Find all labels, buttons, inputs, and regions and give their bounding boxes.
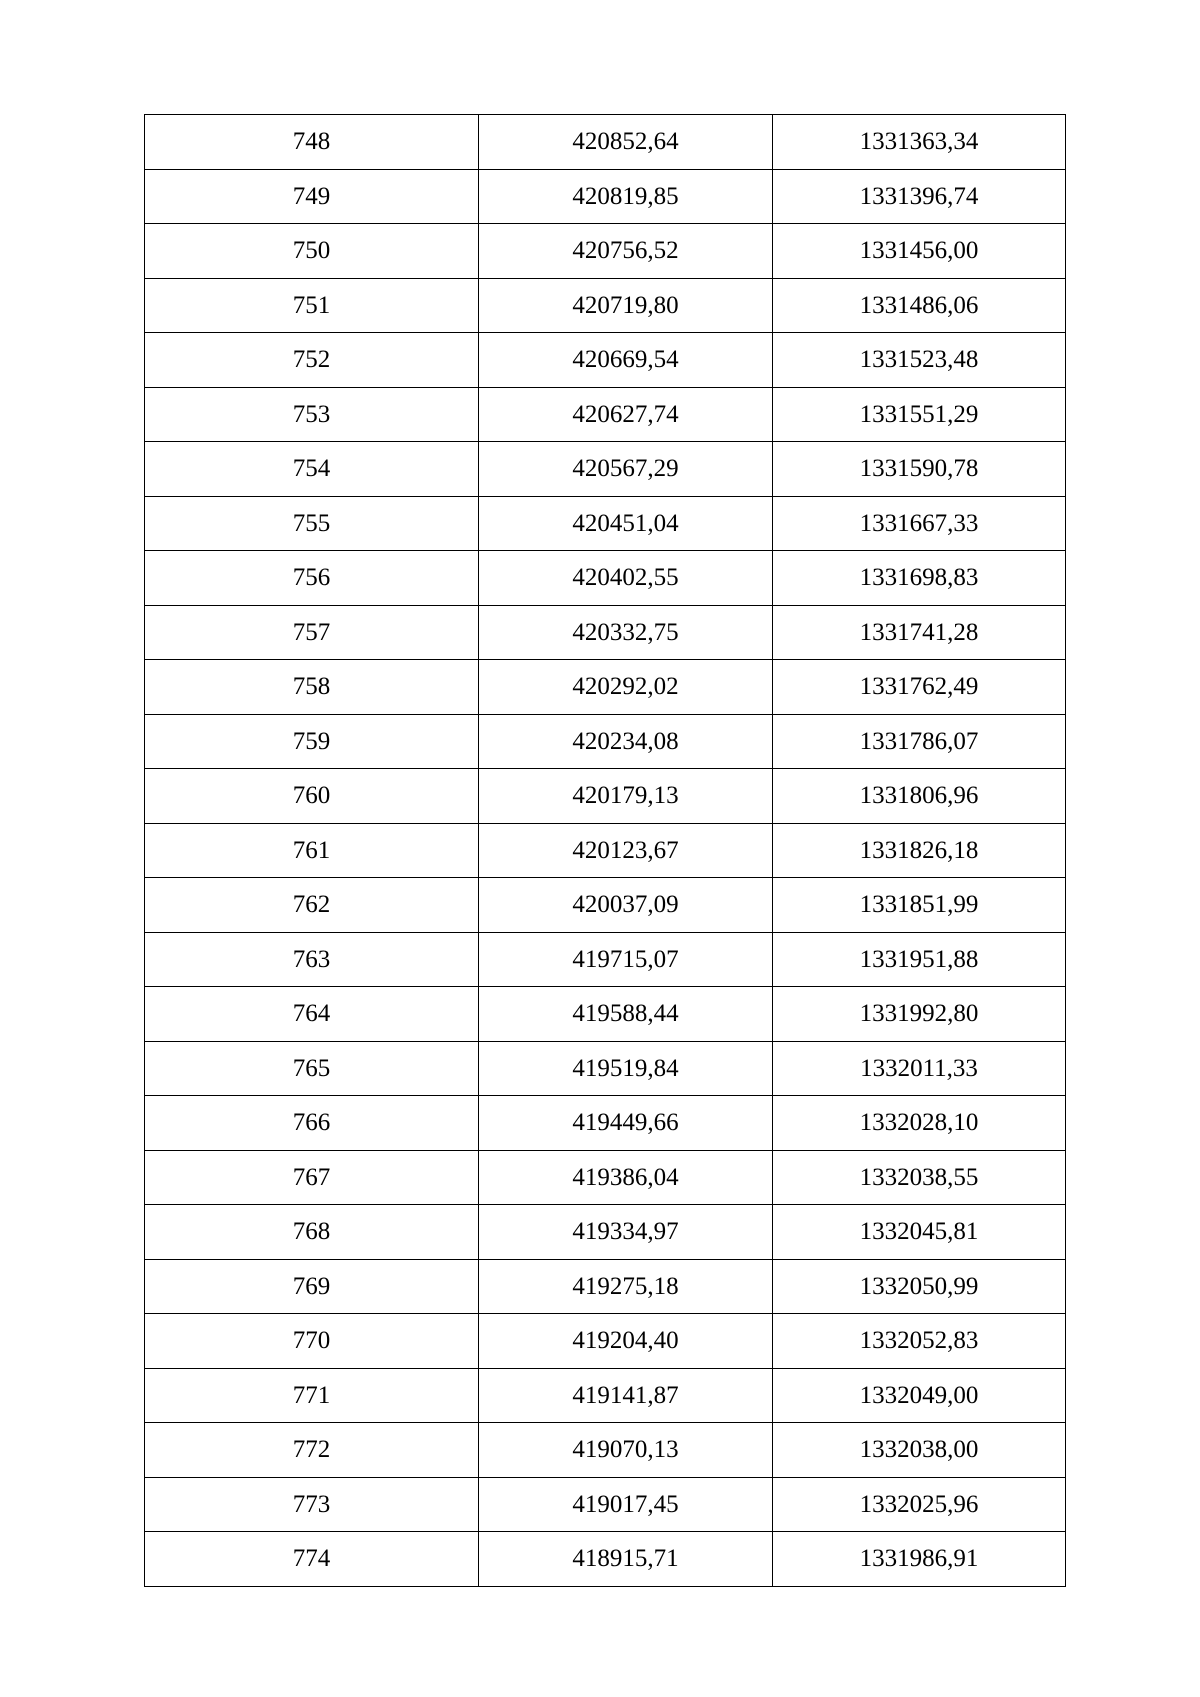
y-coordinate-cell: 1331523,48 (773, 333, 1066, 388)
y-coordinate-cell: 1332011,33 (773, 1041, 1066, 1096)
x-coordinate-cell: 420719,80 (479, 278, 773, 333)
x-coordinate-cell: 420756,52 (479, 224, 773, 279)
table-row (145, 714, 1066, 769)
y-coordinate-cell: 1331698,83 (773, 551, 1066, 606)
y-coordinate-cell: 1332045,81 (773, 1205, 1066, 1260)
point-number-cell: 774 (145, 1532, 479, 1587)
point-number-cell: 759 (145, 714, 479, 769)
y-coordinate-cell: 1332050,99 (773, 1259, 1066, 1314)
y-coordinate-cell: 1331826,18 (773, 823, 1066, 878)
table-row (145, 660, 1066, 715)
x-coordinate-cell: 419141,87 (479, 1368, 773, 1423)
y-coordinate-cell: 1332049,00 (773, 1368, 1066, 1423)
y-coordinate-cell: 1331992,80 (773, 987, 1066, 1042)
point-number-cell: 755 (145, 496, 479, 551)
y-coordinate-cell: 1331741,28 (773, 605, 1066, 660)
table-row (145, 496, 1066, 551)
table-row (145, 442, 1066, 497)
y-coordinate-cell: 1331806,96 (773, 769, 1066, 824)
point-number-cell: 769 (145, 1259, 479, 1314)
y-coordinate-cell: 1331590,78 (773, 442, 1066, 497)
table-row (145, 932, 1066, 987)
x-coordinate-cell: 420567,29 (479, 442, 773, 497)
point-number-cell: 764 (145, 987, 479, 1042)
x-coordinate-cell: 420037,09 (479, 878, 773, 933)
point-number-cell: 765 (145, 1041, 479, 1096)
table-row (145, 987, 1066, 1042)
y-coordinate-cell: 1331363,34 (773, 115, 1066, 170)
x-coordinate-cell: 420292,02 (479, 660, 773, 715)
x-coordinate-cell: 419334,97 (479, 1205, 773, 1260)
y-coordinate-cell: 1331551,29 (773, 387, 1066, 442)
x-coordinate-cell: 420234,08 (479, 714, 773, 769)
x-coordinate-cell: 419715,07 (479, 932, 773, 987)
x-coordinate-cell: 419519,84 (479, 1041, 773, 1096)
x-coordinate-cell: 420852,64 (479, 115, 773, 170)
x-coordinate-cell: 419070,13 (479, 1423, 773, 1478)
x-coordinate-cell: 419588,44 (479, 987, 773, 1042)
point-number-cell: 749 (145, 169, 479, 224)
table-row (145, 1368, 1066, 1423)
table-row (145, 1041, 1066, 1096)
table-row (145, 1477, 1066, 1532)
point-number-cell: 760 (145, 769, 479, 824)
y-coordinate-cell: 1331667,33 (773, 496, 1066, 551)
point-number-cell: 748 (145, 115, 479, 170)
point-number-cell: 751 (145, 278, 479, 333)
table-row (145, 769, 1066, 824)
x-coordinate-cell: 420402,55 (479, 551, 773, 606)
x-coordinate-cell: 419017,45 (479, 1477, 773, 1532)
point-number-cell: 767 (145, 1150, 479, 1205)
y-coordinate-cell: 1331762,49 (773, 660, 1066, 715)
table-row (145, 1096, 1066, 1151)
point-number-cell: 766 (145, 1096, 479, 1151)
point-number-cell: 757 (145, 605, 479, 660)
y-coordinate-cell: 1332038,00 (773, 1423, 1066, 1478)
table-row (145, 1423, 1066, 1478)
x-coordinate-cell: 419386,04 (479, 1150, 773, 1205)
x-coordinate-cell: 420669,54 (479, 333, 773, 388)
x-coordinate-cell: 420819,85 (479, 169, 773, 224)
x-coordinate-cell: 419204,40 (479, 1314, 773, 1369)
point-number-cell: 772 (145, 1423, 479, 1478)
point-number-cell: 771 (145, 1368, 479, 1423)
table-row (145, 224, 1066, 279)
table-row (145, 1150, 1066, 1205)
point-number-cell: 752 (145, 333, 479, 388)
x-coordinate-cell: 420451,04 (479, 496, 773, 551)
point-number-cell: 753 (145, 387, 479, 442)
point-number-cell: 768 (145, 1205, 479, 1260)
table-row (145, 387, 1066, 442)
y-coordinate-cell: 1332025,96 (773, 1477, 1066, 1532)
point-number-cell: 773 (145, 1477, 479, 1532)
y-coordinate-cell: 1331851,99 (773, 878, 1066, 933)
table-row (145, 878, 1066, 933)
y-coordinate-cell: 1331486,06 (773, 278, 1066, 333)
table-row (145, 551, 1066, 606)
x-coordinate-cell: 420627,74 (479, 387, 773, 442)
coordinates-table-body (145, 115, 1066, 1587)
y-coordinate-cell: 1332038,55 (773, 1150, 1066, 1205)
x-coordinate-cell: 420179,13 (479, 769, 773, 824)
x-coordinate-cell: 419275,18 (479, 1259, 773, 1314)
x-coordinate-cell: 420332,75 (479, 605, 773, 660)
table-row (145, 1205, 1066, 1260)
y-coordinate-cell: 1331396,74 (773, 169, 1066, 224)
y-coordinate-cell: 1331951,88 (773, 932, 1066, 987)
y-coordinate-cell: 1331456,00 (773, 224, 1066, 279)
x-coordinate-cell: 418915,71 (479, 1532, 773, 1587)
point-number-cell: 761 (145, 823, 479, 878)
point-number-cell: 756 (145, 551, 479, 606)
y-coordinate-cell: 1331786,07 (773, 714, 1066, 769)
x-coordinate-cell: 419449,66 (479, 1096, 773, 1151)
y-coordinate-cell: 1332028,10 (773, 1096, 1066, 1151)
x-coordinate-cell: 420123,67 (479, 823, 773, 878)
table-row (145, 1314, 1066, 1369)
point-number-cell: 762 (145, 878, 479, 933)
y-coordinate-cell: 1331986,91 (773, 1532, 1066, 1587)
table-row (145, 333, 1066, 388)
table-row (145, 115, 1066, 170)
table-row (145, 605, 1066, 660)
table-row (145, 1532, 1066, 1587)
point-number-cell: 754 (145, 442, 479, 497)
point-number-cell: 758 (145, 660, 479, 715)
coordinates-table (144, 114, 1066, 1587)
point-number-cell: 763 (145, 932, 479, 987)
table-row (145, 823, 1066, 878)
y-coordinate-cell: 1332052,83 (773, 1314, 1066, 1369)
table-row (145, 169, 1066, 224)
point-number-cell: 750 (145, 224, 479, 279)
table-row (145, 1259, 1066, 1314)
point-number-cell: 770 (145, 1314, 479, 1369)
table-row (145, 278, 1066, 333)
